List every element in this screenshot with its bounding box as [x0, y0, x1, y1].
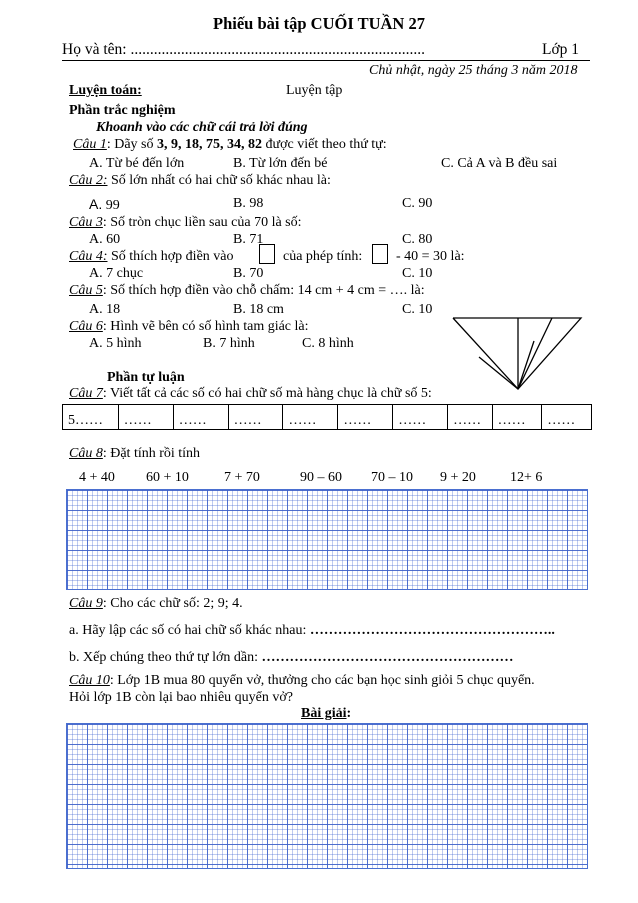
- q3-option-a[interactable]: A. 60: [89, 232, 121, 247]
- answer-box-2[interactable]: [372, 244, 388, 264]
- q2-option-c[interactable]: C. 90: [402, 196, 433, 211]
- q7-cell[interactable]: ……: [228, 405, 283, 430]
- part1-heading: Phần trắc nghiệm: [69, 103, 176, 118]
- answer-box-1[interactable]: [259, 244, 275, 264]
- q7-cell[interactable]: ……: [393, 405, 448, 430]
- question-1: Câu 1: Dãy số 3, 9, 18, 75, 34, 82 được viết theo thứ tự:: [73, 137, 387, 152]
- q2-option-a[interactable]: A. 99: [89, 196, 120, 213]
- q1-option-c[interactable]: C. Cả A và B đều sai: [441, 156, 558, 171]
- question-10-line2: Hỏi lớp 1B còn lại bao nhiêu quyển vở?: [69, 690, 293, 705]
- part1-instruction: Khoanh vào các chữ cái trả lời đúng: [96, 120, 308, 135]
- q7-cell[interactable]: ……: [448, 405, 492, 430]
- q5-option-a[interactable]: A. 18: [89, 302, 121, 317]
- q6-option-b[interactable]: B. 7 hình: [203, 336, 255, 351]
- q7-cell[interactable]: ……: [338, 405, 393, 430]
- topic-label: Luyện tập: [286, 83, 343, 98]
- q8-op: 4 + 40: [79, 470, 115, 485]
- question-6: Câu 6: Hình vẽ bên có số hình tam giác là:: [69, 319, 309, 334]
- q8-op: 7 + 70: [224, 470, 260, 485]
- q2-option-b[interactable]: B. 98: [233, 196, 264, 211]
- q8-grid-paper[interactable]: [66, 489, 588, 590]
- q1-option-a[interactable]: A. Từ bé đến lớn: [89, 156, 185, 171]
- question-10: Câu 10: Lớp 1B mua 80 quyển vở, thưởng cho các bạn học sinh giỏi 5 chục quyển.: [69, 673, 535, 688]
- part2-heading: Phần tự luận: [107, 370, 185, 385]
- q4-option-a[interactable]: A. 7 chục: [89, 266, 144, 281]
- q7-cell[interactable]: ……: [283, 405, 338, 430]
- q9-part-b: b. Xếp chúng theo thứ tự lớn dần: ………………………………………………: [69, 650, 514, 665]
- q1-option-b[interactable]: B. Từ lớn đến bé: [233, 156, 328, 171]
- q7-answer-table: [62, 404, 592, 430]
- q5-option-c[interactable]: C. 10: [402, 302, 433, 317]
- question-2: Câu 2: Số lớn nhất có hai chữ số khác nhau là:: [69, 173, 331, 188]
- q7-cell[interactable]: ……: [542, 405, 592, 430]
- q7-cell[interactable]: ……: [118, 405, 173, 430]
- q7-cell[interactable]: ……: [173, 405, 228, 430]
- triangle-figure: [450, 315, 590, 397]
- q8-op: 60 + 10: [146, 470, 189, 485]
- answer-heading: Bài giải:: [301, 706, 352, 721]
- q8-op: 9 + 20: [440, 470, 476, 485]
- q7-cell[interactable]: 5……: [63, 405, 119, 430]
- q10-grid-paper[interactable]: [66, 723, 588, 869]
- question-8: Câu 8: Đặt tính rồi tính: [69, 446, 201, 461]
- date-line: Chủ nhật, ngày 25 tháng 3 năm 2018: [369, 63, 578, 78]
- question-3: Câu 3: Số tròn chục liền sau của 70 là số:: [69, 215, 302, 230]
- q7-cell[interactable]: ……: [492, 405, 542, 430]
- q4-text-b: của phép tính:: [283, 249, 363, 264]
- question-4: Câu 4: Số thích hợp điền vào: [69, 249, 234, 264]
- question-7: Câu 7: Viết tất cả các số có hai chữ số mà hàng chục là chữ số 5:: [69, 386, 432, 401]
- q3-option-b[interactable]: B. 71: [233, 232, 264, 247]
- q9-part-a: a. Hãy lập các số có hai chữ số khác nhau: ……………………………………………..: [69, 623, 555, 638]
- q4-option-c[interactable]: C. 10: [402, 266, 433, 281]
- question-9: Câu 9: Cho các chữ số: 2; 9; 4.: [69, 596, 243, 611]
- q5-option-b[interactable]: B. 18 cm: [233, 302, 284, 317]
- name-field-label: Họ và tên: ............................................................................: [62, 41, 425, 58]
- header-rule: [62, 60, 590, 61]
- q8-op: 12+ 6: [510, 470, 543, 485]
- q6-option-c[interactable]: C. 8 hình: [302, 336, 354, 351]
- question-5: Câu 5: Số thích hợp điền vào chỗ chấm: 14 cm + 4 cm = …. là:: [69, 283, 425, 298]
- q8-op: 70 – 10: [371, 470, 413, 485]
- q6-option-a[interactable]: A. 5 hình: [89, 336, 142, 351]
- subject-label: Luyện toán:: [69, 83, 142, 98]
- q3-option-c[interactable]: C. 80: [402, 232, 433, 247]
- page-title: Phiếu bài tập CUỐI TUẦN 27: [213, 14, 425, 33]
- q4-text-c: - 40 = 30 là:: [396, 249, 465, 264]
- q8-op: 90 – 60: [300, 470, 342, 485]
- class-label: Lớp 1: [542, 41, 580, 58]
- q4-option-b[interactable]: B. 70: [233, 266, 264, 281]
